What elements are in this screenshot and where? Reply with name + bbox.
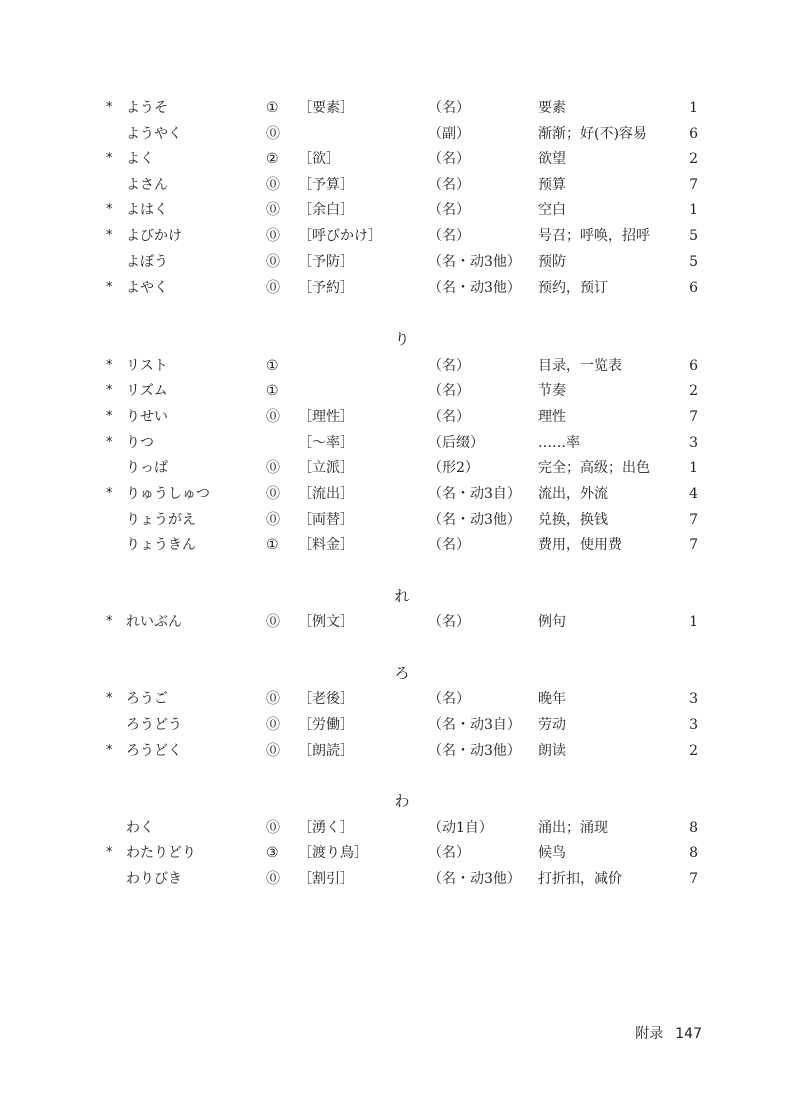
entry-kanji: ［流出］ — [298, 486, 354, 502]
starred-marker: * — [106, 743, 113, 758]
entry-kanji: ［割引］ — [298, 871, 354, 887]
entry-lesson-number: 5 — [689, 254, 698, 270]
entry-meaning: ……率 — [538, 435, 580, 451]
entry-part-of-speech: （后缀） — [428, 435, 484, 451]
entry-accent: ⓪ — [266, 202, 280, 218]
appendix-label: 附录 — [635, 1026, 664, 1042]
entry-kanji: ［呼びかけ］ — [298, 228, 382, 244]
entry-part-of-speech: （名） — [428, 100, 470, 116]
entry-part-of-speech: （名） — [428, 614, 470, 630]
entry-kana: れいぶん — [126, 614, 182, 630]
entry-row — [0, 379, 800, 403]
entry-part-of-speech: （名・动3自） — [428, 717, 521, 733]
entry-kanji: ［渡り鳥］ — [298, 845, 368, 861]
entry-kanji: ［料金］ — [298, 537, 354, 553]
entry-meaning: 完全；高级；出色 — [538, 460, 650, 476]
entry-part-of-speech: （名） — [428, 202, 470, 218]
entry-meaning: 打折扣，减价 — [538, 871, 622, 887]
entry-kana: よく — [126, 151, 154, 167]
entry-accent: ⓪ — [266, 280, 280, 296]
starred-marker: * — [106, 486, 113, 501]
entry-part-of-speech: （副） — [428, 126, 470, 142]
entry-accent: ② — [266, 151, 279, 167]
entry-meaning: 费用，使用费 — [538, 537, 622, 553]
entry-kana: りっぱ — [126, 460, 168, 476]
entry-meaning: 候鸟 — [538, 845, 566, 861]
entry-meaning: 目录，一览表 — [538, 358, 622, 374]
section-heading: わ — [394, 792, 410, 810]
entry-lesson-number: 3 — [689, 691, 698, 707]
section-heading: ろ — [394, 664, 410, 682]
entry-lesson-number: 7 — [689, 537, 698, 553]
entry-accent: ⓪ — [266, 177, 280, 193]
entry-row — [0, 687, 800, 711]
entry-row — [0, 276, 800, 300]
entry-lesson-number: 7 — [689, 409, 698, 425]
entry-lesson-number: 3 — [689, 717, 698, 733]
entry-part-of-speech: （名・动3他） — [428, 280, 521, 296]
entry-kanji: ［立派］ — [298, 460, 354, 476]
entry-lesson-number: 6 — [689, 358, 698, 374]
entry-part-of-speech: （名） — [428, 358, 470, 374]
entry-lesson-number: 2 — [689, 743, 698, 759]
entry-lesson-number: 1 — [689, 460, 698, 476]
entry-row — [0, 250, 800, 274]
entry-kana: わたりどり — [126, 845, 196, 861]
entry-kanji: ［予約］ — [298, 280, 354, 296]
starred-marker: * — [106, 691, 113, 706]
starred-marker: * — [106, 383, 113, 398]
entry-meaning: 朗读 — [538, 743, 566, 759]
entry-part-of-speech: （名） — [428, 383, 470, 399]
entry-lesson-number: 2 — [689, 383, 698, 399]
page-number: 147 — [675, 1026, 702, 1042]
starred-marker: * — [106, 100, 113, 115]
entry-part-of-speech: （名） — [428, 409, 470, 425]
entry-row — [0, 122, 800, 146]
entry-part-of-speech: （名） — [428, 177, 470, 193]
entry-lesson-number: 8 — [689, 845, 698, 861]
entry-accent: ① — [266, 537, 279, 553]
entry-lesson-number: 5 — [689, 228, 698, 244]
entry-row — [0, 456, 800, 480]
entry-lesson-number: 7 — [689, 512, 698, 528]
entry-kanji: ［～率］ — [298, 435, 354, 451]
entry-accent: ⓪ — [266, 871, 280, 887]
entry-meaning: 欲望 — [538, 151, 566, 167]
starred-marker: * — [106, 614, 113, 629]
entry-row — [0, 405, 800, 429]
entry-accent: ⓪ — [266, 460, 280, 476]
entry-meaning: 理性 — [538, 409, 566, 425]
entry-kanji: ［欲］ — [298, 151, 340, 167]
entry-lesson-number: 7 — [689, 871, 698, 887]
entry-kana: ろうどく — [126, 743, 182, 759]
entry-meaning: 预算 — [538, 177, 566, 193]
entry-accent: ③ — [266, 845, 279, 861]
entry-meaning: 要素 — [538, 100, 566, 116]
entry-part-of-speech: （名・动3他） — [428, 743, 521, 759]
entry-accent: ⓪ — [266, 512, 280, 528]
entry-row — [0, 713, 800, 737]
entry-part-of-speech: （名） — [428, 691, 470, 707]
entry-kanji: ［労働］ — [298, 717, 354, 733]
entry-kanji: ［湧く］ — [298, 820, 354, 836]
entry-meaning: 兑换，换钱 — [538, 512, 608, 528]
entry-kana: よびかけ — [126, 228, 182, 244]
entry-meaning: 涌出；涌现 — [538, 820, 608, 836]
entry-row — [0, 224, 800, 248]
entry-kana: ろうどう — [126, 717, 182, 733]
starred-marker: * — [106, 409, 113, 424]
entry-row — [0, 867, 800, 891]
entry-accent: ⓪ — [266, 486, 280, 502]
entry-accent: ⓪ — [266, 228, 280, 244]
entry-kanji: ［理性］ — [298, 409, 354, 425]
entry-part-of-speech: （名・动3他） — [428, 512, 521, 528]
entry-part-of-speech: （名） — [428, 151, 470, 167]
entry-kana: りょうきん — [126, 537, 196, 553]
entry-part-of-speech: （形2） — [428, 460, 479, 476]
entry-lesson-number: 1 — [689, 202, 698, 218]
section-heading: れ — [394, 587, 410, 605]
entry-meaning: 晚年 — [538, 691, 566, 707]
entry-kana: よさん — [126, 177, 168, 193]
entry-lesson-number: 1 — [689, 100, 698, 116]
entry-accent: ⓪ — [266, 254, 280, 270]
entry-kana: リズム — [126, 383, 168, 399]
page-footer — [635, 1022, 702, 1046]
entry-part-of-speech: （名） — [428, 228, 470, 244]
entry-kanji: ［朗読］ — [298, 743, 354, 759]
entry-part-of-speech: （名） — [428, 537, 470, 553]
entry-lesson-number: 6 — [689, 280, 698, 296]
entry-meaning: 预约，预订 — [538, 280, 608, 296]
starred-marker: * — [106, 202, 113, 217]
entry-lesson-number: 8 — [689, 820, 698, 836]
section-heading: り — [394, 330, 410, 348]
entry-row — [0, 610, 800, 634]
entry-row — [0, 739, 800, 763]
entry-row — [0, 173, 800, 197]
entry-kana: よぼう — [126, 254, 168, 270]
entry-lesson-number: 2 — [689, 151, 698, 167]
starred-marker: * — [106, 435, 113, 450]
entry-accent: ⓪ — [266, 614, 280, 630]
starred-marker: * — [106, 228, 113, 243]
entry-accent: ① — [266, 100, 279, 116]
entry-accent: ⓪ — [266, 409, 280, 425]
starred-marker: * — [106, 358, 113, 373]
entry-kana: わりびき — [126, 871, 182, 887]
entry-meaning: 劳动 — [538, 717, 566, 733]
entry-row — [0, 354, 800, 378]
entry-row — [0, 533, 800, 557]
entry-accent: ⓪ — [266, 691, 280, 707]
entry-row — [0, 96, 800, 120]
entry-row — [0, 841, 800, 865]
entry-kana: よはく — [126, 202, 168, 218]
entry-meaning: 空白 — [538, 202, 566, 218]
entry-row — [0, 508, 800, 532]
entry-part-of-speech: （名・动3他） — [428, 871, 521, 887]
entry-accent: ⓪ — [266, 743, 280, 759]
entry-accent: ⓪ — [266, 820, 280, 836]
starred-marker: * — [106, 151, 113, 166]
entry-row — [0, 816, 800, 840]
entry-part-of-speech: （名） — [428, 845, 470, 861]
entry-kanji: ［予算］ — [298, 177, 354, 193]
entry-kana: ろうご — [126, 691, 168, 707]
entry-kanji: ［例文］ — [298, 614, 354, 630]
entry-row — [0, 482, 800, 506]
entry-kana: りゅうしゅつ — [126, 486, 210, 502]
entry-kana: わく — [126, 820, 154, 836]
entry-accent: ⓪ — [266, 717, 280, 733]
entry-part-of-speech: （名・动3他） — [428, 254, 521, 270]
entry-kanji: ［要素］ — [298, 100, 354, 116]
entry-kana: ようそ — [126, 100, 168, 116]
entry-lesson-number: 3 — [689, 435, 698, 451]
entry-accent: ⓪ — [266, 126, 280, 142]
entry-accent: ① — [266, 383, 279, 399]
entry-meaning: 预防 — [538, 254, 566, 270]
entry-meaning: 例句 — [538, 614, 566, 630]
starred-marker: * — [106, 845, 113, 860]
entry-kana: りせい — [126, 409, 168, 425]
entry-kanji: ［予防］ — [298, 254, 354, 270]
entry-kana: ようやく — [126, 126, 182, 142]
entry-part-of-speech: （名・动3自） — [428, 486, 521, 502]
entry-lesson-number: 7 — [689, 177, 698, 193]
entry-kanji: ［余白］ — [298, 202, 354, 218]
entry-row — [0, 147, 800, 171]
entry-row — [0, 198, 800, 222]
entry-meaning: 渐渐；好(不)容易 — [538, 126, 647, 142]
entry-kana: よやく — [126, 280, 168, 296]
entry-meaning: 号召；呼唤，招呼 — [538, 228, 650, 244]
entry-lesson-number: 6 — [689, 126, 698, 142]
entry-kana: リスト — [126, 358, 168, 374]
entry-kana: りょうがえ — [126, 512, 196, 528]
entry-part-of-speech: （动1自） — [428, 820, 493, 836]
entry-accent: ① — [266, 358, 279, 374]
starred-marker: * — [106, 280, 113, 295]
entry-kana: りつ — [126, 435, 154, 451]
entry-kanji: ［両替］ — [298, 512, 354, 528]
entry-lesson-number: 4 — [689, 486, 698, 502]
entry-kanji: ［老後］ — [298, 691, 354, 707]
entry-meaning: 节奏 — [538, 383, 566, 399]
entry-row — [0, 431, 800, 455]
entry-lesson-number: 1 — [689, 614, 698, 630]
entry-meaning: 流出，外流 — [538, 486, 608, 502]
